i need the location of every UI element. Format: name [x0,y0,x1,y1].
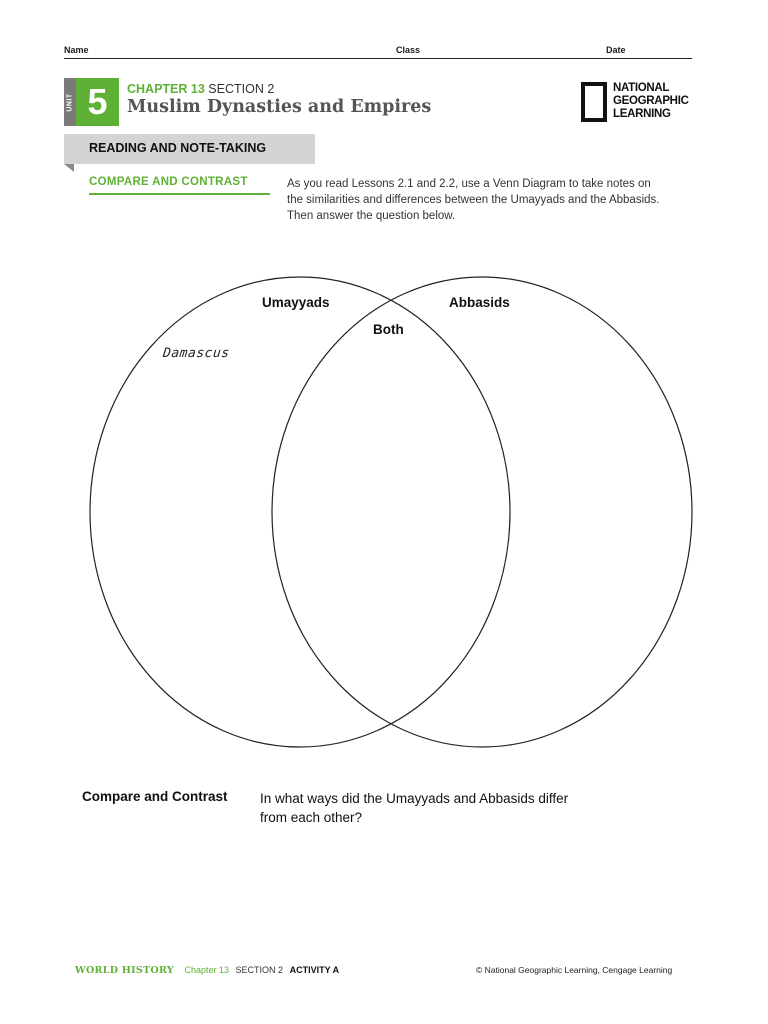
question-text: In what ways did the Umayyads and Abbasids differ from each other? [260,791,569,825]
question-label: Compare and Contrast [82,789,228,804]
footer-section: SECTION 2 [235,965,284,975]
section-label: SECTION 2 [208,82,275,96]
page-title: Muslim Dynasties and Empires [127,97,432,117]
logo-line-3: LEARNING [613,108,671,120]
unit-tab-label: UNIT [66,92,74,112]
banner-label: READING AND NOTE-TAKING [89,141,267,155]
logo-line-1: NATIONAL [613,82,670,94]
venn-left-circle[interactable] [90,277,510,747]
chapter-label: CHAPTER 13 [127,82,205,96]
instructions-text: As you read Lessons 2.1 and 2.2, use a Venn Diagram to take notes on the similarities and differences between the Umayyads and the Abbasids. Then answer the question below. [287,178,660,222]
venn-left-label: Umayyads [262,295,330,310]
footer-chapter: Chapter 13 [184,965,230,975]
name-label: Name [64,45,89,55]
footer-activity: ACTIVITY A [289,965,340,975]
venn-overlap-label: Both [373,322,404,337]
footer-copyright: © National Geographic Learning, Cengage Learning [476,965,673,975]
unit-number: 5 [76,78,119,126]
compare-contrast-label: COMPARE AND CONTRAST [89,176,248,188]
handwritten-note: Damascus [162,346,231,361]
date-label: Date [606,45,626,55]
venn-right-circle[interactable] [272,277,692,747]
venn-right-label: Abbasids [449,295,510,310]
class-label: Class [396,45,421,55]
footer-left [75,965,339,976]
footer-series: WORLD HISTORY [75,965,174,976]
logo-line-2: GEOGRAPHIC [613,95,689,107]
